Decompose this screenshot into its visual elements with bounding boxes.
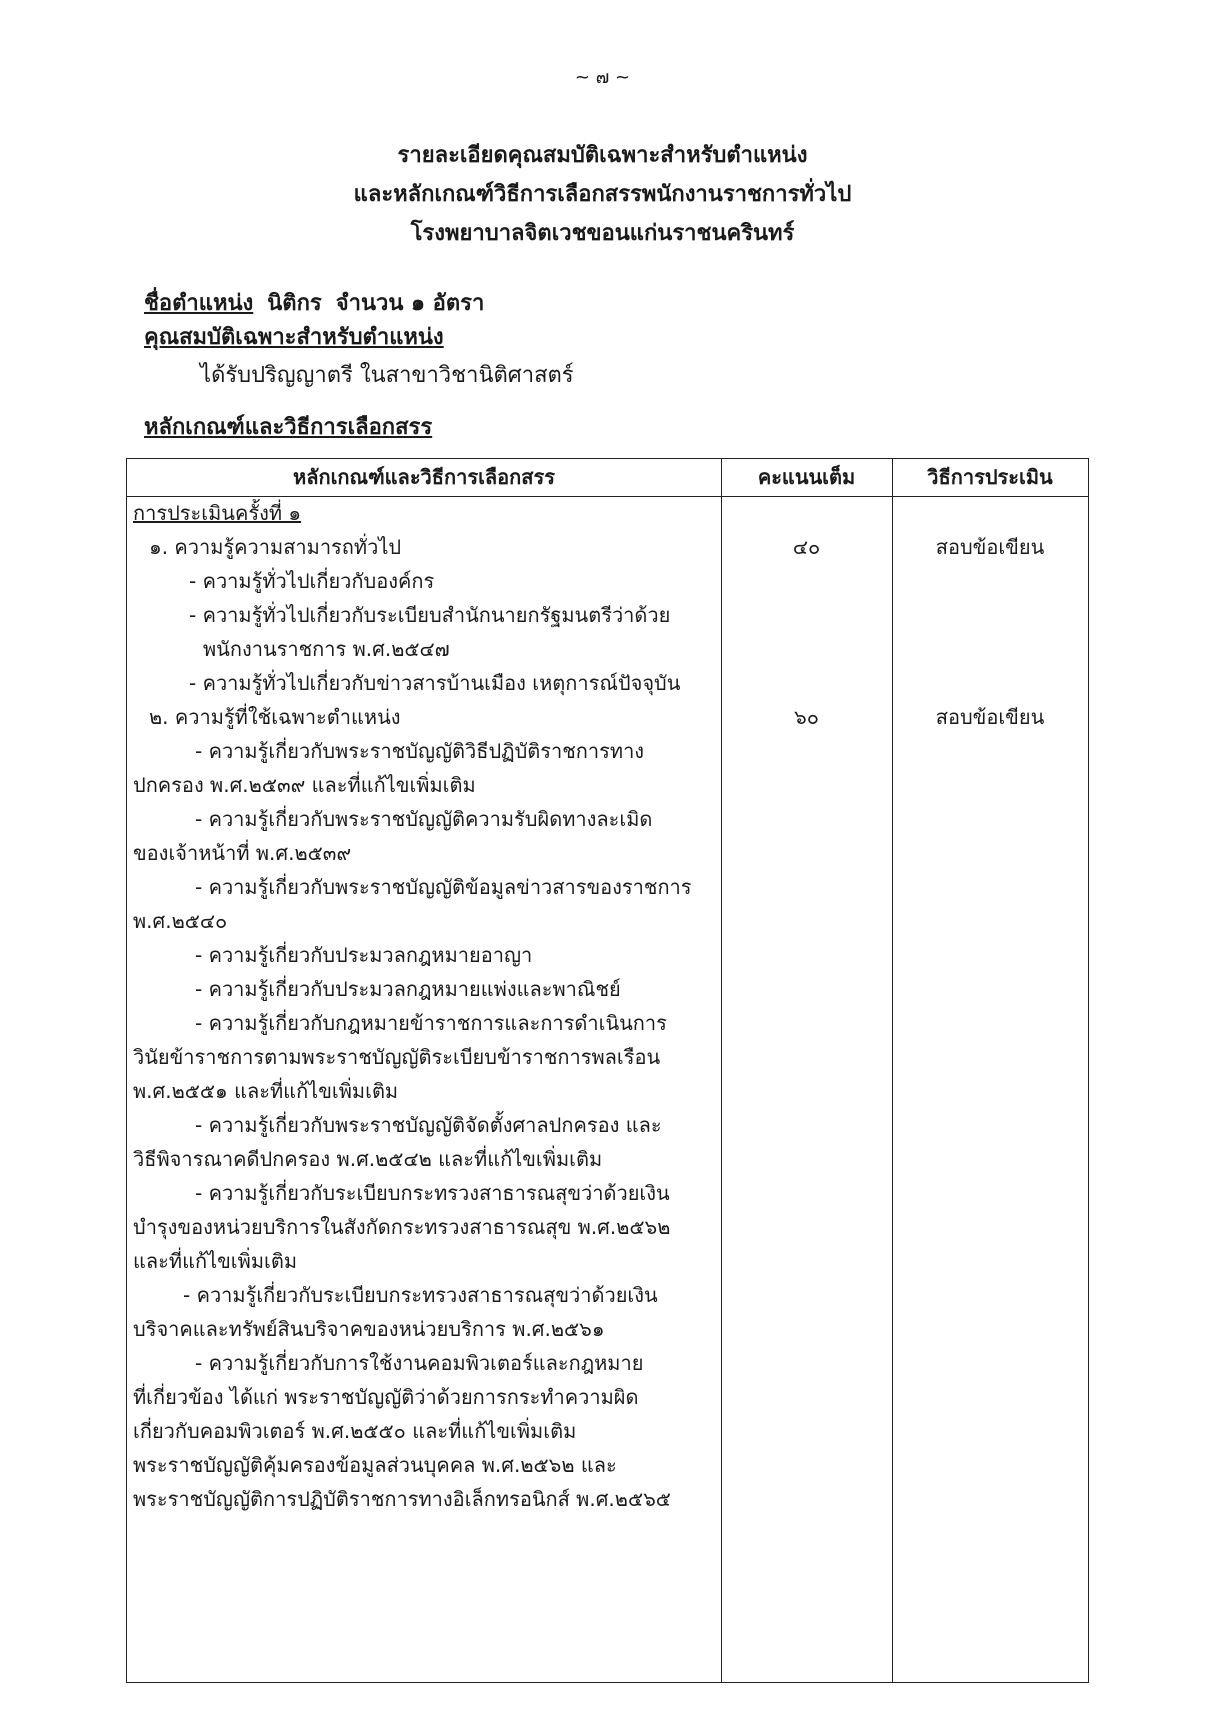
- title-line-1: รายละเอียดคุณสมบัติเฉพาะสำหรับตำแหน่ง: [397, 143, 808, 168]
- title-line-2: และหลักเกณฑ์วิธีการเลือกสรรพนักงานราชการทั่วไป: [353, 182, 852, 207]
- title-line-3: โรงพยาบาลจิตเวชขอนแก่นราชนครินทร์: [410, 221, 795, 246]
- table-column-divider: [721, 459, 722, 1682]
- item2-line: - ความรู้เกี่ยวกับพระราชบัญญัติจัดตั้งศาลปกครอง และ: [195, 1113, 662, 1137]
- header-criteria: หลักเกณฑ์และวิธีการเลือกสรร: [293, 465, 555, 489]
- document-title: [0, 136, 1205, 253]
- item2-line: - ความรู้เกี่ยวกับระเบียบกระทรวงสาธารณสุขว่าด้วยเงิน: [195, 1181, 670, 1205]
- item2-line: บำรุงของหน่วยบริการในสังกัดกระทรวงสาธารณสุข พ.ศ.๒๕๖๒: [133, 1215, 671, 1239]
- item1-line: - ความรู้ทั่วไปเกี่ยวกับองค์กร: [189, 569, 435, 593]
- item2-method: สอบข้อเขียน: [935, 705, 1045, 729]
- item1-line: - ความรู้ทั่วไปเกี่ยวกับข่าวสารบ้านเมือง เหตุการณ์ปัจจุบัน: [189, 671, 681, 695]
- table-header-row: [127, 459, 1088, 497]
- criteria-heading: [144, 409, 432, 444]
- item2-line: วินัยข้าราชการตามพระราชบัญญัติระเบียบข้าราชการพลเรือน: [133, 1045, 661, 1069]
- item1-line: พนักงานราชการ พ.ศ.๒๕๔๗: [203, 637, 450, 661]
- item2-line: พ.ศ.๒๕๕๑ และที่แก้ไขเพิ่มเติม: [133, 1079, 399, 1103]
- item1-score: ๔๐: [792, 535, 821, 559]
- qualification-heading-text: คุณสมบัติเฉพาะสำหรับตำแหน่ง: [144, 325, 444, 350]
- item2-line: พระราชบัญญัติคุ้มครองข้อมูลส่วนบุคคล พ.ศ.๒๕๖๒ และ: [133, 1453, 617, 1477]
- qualification-text: ได้รับปริญญาตรี ในสาขาวิชานิติศาสตร์: [200, 363, 574, 388]
- item2-line: วิธีพิจารณาคดีปกครอง พ.ศ.๒๕๔๒ และที่แก้ไขเพิ่มเติม: [133, 1147, 603, 1171]
- position-count: จำนวน ๑ อัตรา: [335, 291, 485, 316]
- item2-line: - ความรู้เกี่ยวกับกฎหมายข้าราชการและการดำเนินการ: [195, 1011, 667, 1035]
- header-method: วิธีการประเมิน: [927, 465, 1053, 489]
- item2-score: ๖๐: [794, 705, 819, 729]
- header-score: คะแนนเต็ม: [757, 465, 856, 489]
- position-label: ชื่อตำแหน่ง: [144, 291, 254, 316]
- item2-line: ปกครอง พ.ศ.๒๕๓๙ และที่แก้ไขเพิ่มเติม: [133, 773, 476, 797]
- item2-line: ของเจ้าหน้าที่ พ.ศ.๒๕๓๙: [133, 841, 352, 865]
- item2-line: - ความรู้เกี่ยวกับระเบียบกระทรวงสาธารณสุขว่าด้วยเงิน: [183, 1283, 658, 1307]
- item2-title: ๒. ความรู้ที่ใช้เฉพาะตำแหน่ง: [149, 705, 401, 729]
- item2-line: เกี่ยวกับคอมพิวเตอร์ พ.ศ.๒๕๕๐ และที่แก้ไขเพิ่มเติม: [133, 1419, 577, 1443]
- item2-line: และที่แก้ไขเพิ่มเติม: [133, 1249, 298, 1273]
- item1-method: สอบข้อเขียน: [935, 535, 1045, 559]
- item2-line: - ความรู้เกี่ยวกับพระราชบัญญัติข้อมูลข่าวสารของราชการ: [195, 875, 692, 899]
- position-row: [144, 285, 484, 320]
- item2-line: พ.ศ.๒๕๔๐: [133, 909, 228, 933]
- criteria-table: [126, 458, 1089, 1683]
- position-name: นิติกร: [267, 291, 322, 316]
- criteria-heading-text: หลักเกณฑ์และวิธีการเลือกสรร: [144, 415, 433, 440]
- item1-title: ๑. ความรู้ความสามารถทั่วไป: [149, 535, 402, 559]
- table-column-divider: [892, 459, 893, 1682]
- item2-line: - ความรู้เกี่ยวกับประมวลกฎหมายแพ่งและพาณิชย์: [195, 977, 621, 1001]
- item2-line: - ความรู้เกี่ยวกับประมวลกฎหมายอาญา: [195, 943, 533, 967]
- item2-line: ที่เกี่ยวข้อง ได้แก่ พระราชบัญญัติว่าด้วยการกระทำความผิด: [133, 1385, 639, 1409]
- item1-line: - ความรู้ทั่วไปเกี่ยวกับระเบียบสำนักนายกรัฐมนตรีว่าด้วย: [189, 603, 671, 627]
- item2-line: พระราชบัญญัติการปฏิบัติราชการทางอิเล็กทรอนิกส์ พ.ศ.๒๕๖๕: [133, 1487, 671, 1511]
- item2-line: บริจาคและทรัพย์สินบริจาคของหน่วยบริการ พ.ศ.๒๕๖๑: [133, 1317, 605, 1341]
- page-number: ~ ๗ ~: [574, 67, 631, 88]
- item2-line: - ความรู้เกี่ยวกับพระราชบัญญัติวิธีปฏิบัติราชการทาง: [195, 739, 645, 763]
- qualification-heading: [144, 319, 444, 354]
- round-title: การประเมินครั้งที่ ๑: [133, 501, 302, 525]
- item2-line: - ความรู้เกี่ยวกับพระราชบัญญัติความรับผิดทางละเมิด: [195, 807, 653, 831]
- item2-line: - ความรู้เกี่ยวกับการใช้งานคอมพิวเตอร์และกฎหมาย: [195, 1351, 644, 1375]
